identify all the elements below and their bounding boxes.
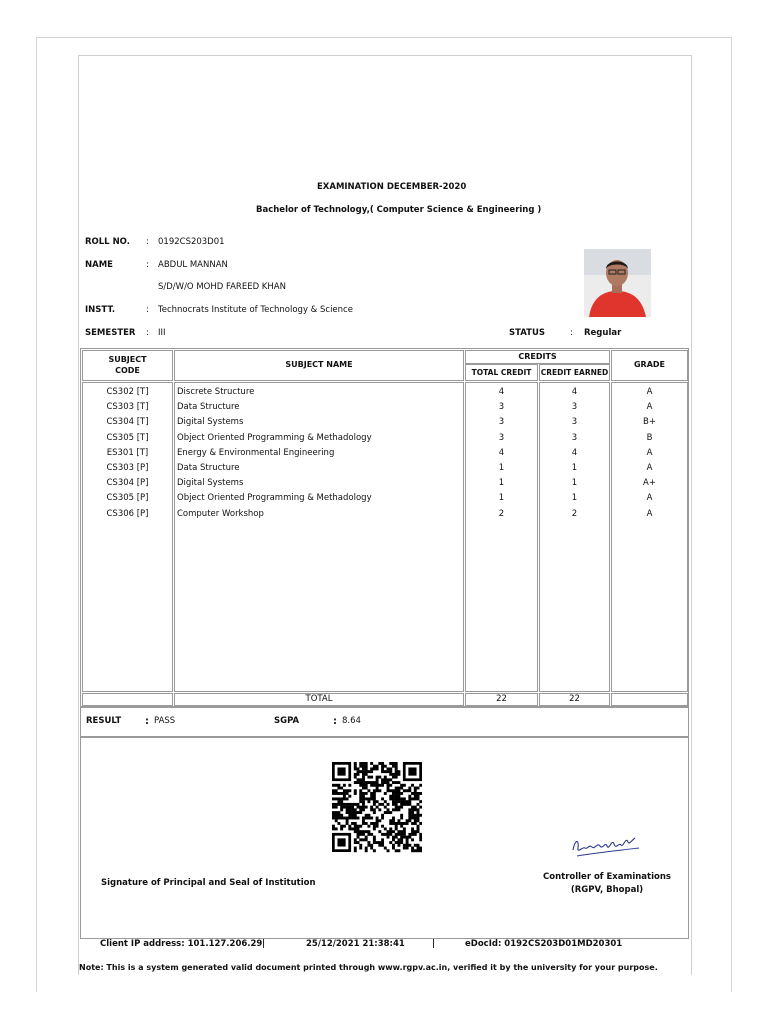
controller-label-line1: Controller of Examinations xyxy=(543,872,671,882)
result-label: RESULT xyxy=(86,716,122,726)
controller-signature xyxy=(569,832,649,862)
total-credit-cell: 4 xyxy=(498,447,505,458)
total-credit-header-cell xyxy=(465,364,538,381)
exam-title: EXAMINATION DECEMBER-2020 xyxy=(317,182,467,192)
name-value: ABDUL MANNAN xyxy=(158,260,228,270)
qr-code xyxy=(332,762,422,854)
roll-value: 0192CS203D01 xyxy=(158,237,225,247)
colon: : xyxy=(570,328,573,338)
total-earned-value: 22 xyxy=(569,694,580,704)
grade-cell: A xyxy=(646,493,653,504)
subject-code-cell: CS305 [T] xyxy=(106,432,149,443)
institute-value: Technocrats Institute of Technology & Science xyxy=(158,305,353,315)
grade-header: GRADE xyxy=(633,360,666,369)
grade-cell: A xyxy=(646,463,653,473)
total-grade-cell xyxy=(611,693,688,706)
credit-earned-cell: 4 xyxy=(571,447,578,458)
subject-name-cell: Object Oriented Programming & Methadology xyxy=(177,493,372,504)
colon: : xyxy=(146,237,149,247)
principal-signature-label: Signature of Principal and Seal of Institution xyxy=(101,878,316,888)
student-photo xyxy=(584,249,651,317)
grade-cell: A+ xyxy=(643,478,656,489)
signature-box xyxy=(80,737,689,939)
grade-cell: B+ xyxy=(643,417,656,428)
code-column xyxy=(82,382,173,692)
footer-separator: | xyxy=(262,939,266,949)
subject-code-cell: CS303 [T] xyxy=(106,402,149,413)
total-credit-cell: 2 xyxy=(498,508,505,519)
subject-name-cell: Data Structure xyxy=(177,402,240,413)
grade-cell: B xyxy=(646,432,653,443)
sgpa-value: 8.64 xyxy=(342,716,361,726)
grade-cell: A xyxy=(646,508,653,519)
subject-code-header: SUBJECT CODE xyxy=(108,355,147,375)
subject-code-cell: ES301 [T] xyxy=(106,447,149,458)
total-earned-cell xyxy=(539,693,610,706)
total-credit-cell: 3 xyxy=(498,417,505,428)
institute-label: INSTT. xyxy=(85,305,116,315)
subject-code-cell: CS302 [T] xyxy=(106,387,149,397)
semester-label: SEMESTER xyxy=(85,328,136,338)
colon: : xyxy=(146,305,149,315)
credit-earned-cell: 3 xyxy=(571,402,578,413)
total-empty-cell xyxy=(82,693,173,706)
credit-earned-header: CREDIT EARNED xyxy=(540,368,609,377)
total-credit-cell: 1 xyxy=(498,493,505,504)
subject-name-cell: Discrete Structure xyxy=(177,387,255,397)
subject-name-cell: Data Structure xyxy=(177,463,240,473)
controller-label-line2: (RGPV, Bhopal) xyxy=(570,885,644,895)
total-credit-value: 22 xyxy=(496,694,507,704)
total-credit-cell: 3 xyxy=(498,432,505,443)
total-credit-cell xyxy=(465,693,538,706)
total-credit-cell: 1 xyxy=(498,463,505,473)
subject-code-cell: CS304 [T] xyxy=(106,417,149,428)
total-credit-cell: 3 xyxy=(498,402,505,413)
subject-code-cell: CS304 [P] xyxy=(106,478,149,489)
subject-name-header: SUBJECT NAME xyxy=(285,360,353,369)
credit-earned-cell: 1 xyxy=(571,463,578,473)
subject-code-header-cell xyxy=(82,350,173,381)
credit-earned-cell: 1 xyxy=(571,478,578,489)
subject-name-cell: Computer Workshop xyxy=(177,508,264,519)
total-credit-cell: 4 xyxy=(498,387,505,397)
result-box xyxy=(80,707,689,737)
result-value: PASS xyxy=(154,716,176,726)
colon: : xyxy=(333,716,337,727)
parent-value: S/D/W/O MOHD FAREED KHAN xyxy=(158,282,286,292)
print-datetime: 25/12/2021 21:38:41 xyxy=(306,939,405,949)
total-credit-column xyxy=(465,382,538,692)
total-credit-header: TOTAL CREDIT xyxy=(471,368,532,377)
subject-code-cell: CS305 [P] xyxy=(106,493,149,504)
total-credit-cell: 1 xyxy=(498,478,505,489)
total-label-cell xyxy=(174,693,464,706)
edoc-id: eDocId: 0192CS203D01MD20301 xyxy=(465,939,623,949)
subject-code-cell: CS306 [P] xyxy=(106,508,149,519)
total-label: TOTAL xyxy=(305,694,333,704)
colon: : xyxy=(145,716,149,727)
credit-earned-cell: 4 xyxy=(571,387,578,397)
credit-earned-header-cell xyxy=(539,364,610,381)
credit-earned-cell: 3 xyxy=(571,417,578,428)
subject-code-cell: CS303 [P] xyxy=(106,463,149,473)
marks-table xyxy=(80,348,689,707)
credit-earned-cell: 3 xyxy=(571,432,578,443)
footer-note: Note: This is a system generated valid document printed through www.rgpv.ac.in, verified it by the university for your purpose. xyxy=(79,963,658,972)
name-label: NAME xyxy=(85,260,113,270)
colon: : xyxy=(146,328,149,338)
status-value: Regular xyxy=(584,328,622,338)
client-ip: Client IP address: 101.127.206.29 xyxy=(100,939,263,949)
grade-header-cell xyxy=(611,350,688,381)
grade-cell: A xyxy=(646,387,653,397)
degree-title: Bachelor of Technology,( Computer Science & Engineering ) xyxy=(256,205,542,215)
credit-earned-cell: 2 xyxy=(571,508,578,519)
credits-header: CREDITS xyxy=(518,352,557,361)
status-label: STATUS xyxy=(509,328,546,338)
footer-separator: | xyxy=(432,939,436,949)
credit-earned-cell: 1 xyxy=(571,493,578,504)
grade-cell: A xyxy=(646,402,653,413)
credits-header-cell xyxy=(465,350,610,364)
subject-name-cell: Energy & Environmental Engineering xyxy=(177,447,335,458)
subject-name-cell: Digital Systems xyxy=(177,417,244,428)
subject-name-header-cell xyxy=(174,350,464,381)
semester-value: III xyxy=(158,328,166,338)
roll-label: ROLL NO. xyxy=(85,237,130,247)
credit-earned-column xyxy=(539,382,610,692)
name-column xyxy=(174,382,464,692)
colon: : xyxy=(146,260,149,270)
grade-cell: A xyxy=(646,447,653,458)
subject-name-cell: Digital Systems xyxy=(177,478,244,489)
grade-column xyxy=(611,382,688,692)
sgpa-label: SGPA xyxy=(274,716,300,726)
subject-name-cell: Object Oriented Programming & Methadology xyxy=(177,432,372,443)
